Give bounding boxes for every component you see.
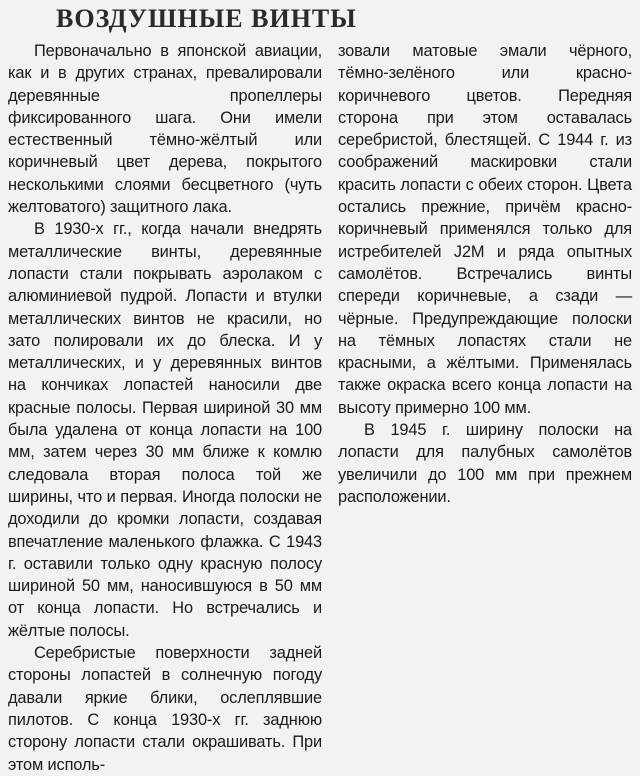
paragraph-continued: зовали матовые эмали чёрного, тёмно-зелёного или красно-коричневого цветов. Передняя сторона при этом оставалась серебристой, блестящей. С 1944 г. из соображений маскировки стали красить лопасти с обеих сторон. Цвета остались прежние, причём красно-коричневый применялся только для истребителей J2M и ряда опытных самолётов. Встречались винты спереди коричневые, а сзади — чёрные. Предупреждающие полоски на тёмных лопастях стали не красными, а жёлтыми. Применялась также окраска всего конца лопасти на высоту примерно 100 мм. (338, 42, 632, 417)
left-column (8, 40, 322, 776)
paragraph: В 1930-х гг., когда начали внедрять металлические винты, деревянные лопасти стали покрывать аэролаком с алюминиевой пудрой. Лопасти и втулки металлических винтов не красили, но зато полировали их до блеска. И у металлических, и у деревянных винтов на кончиках лопастей наносили две красные полосы. Первая шириной 30 мм была удалена от конца лопасти на 100 мм, затем через 30 мм ближе к комлю следовала вторая полоса той же ширины, что и первая. Иногда полоски не доходили до кромки лопасти, создавая впечатление маленького флажка. С 1943 г. оставили только одну красную полосу шириной 50 мм, наносившуюся в 50 мм от конца лопасти. Но встречались и жёлтые полосы. (8, 220, 322, 640)
right-column (338, 40, 632, 508)
paragraph: В 1945 г. ширину полоски на лопасти для палубных самолётов увеличили до 100 мм при прежнем расположении. (338, 421, 632, 506)
paragraph: Серебристые поверхности задней стороны лопастей в солнечную погоду давали яркие блики, ослеплявшие пилотов. С конца 1930-х гг. заднюю сторону лопасти стали окрашивать. При этом исполь- (8, 644, 322, 774)
paragraph: Первоначально в японской авиации, как и в других странах, превалировали деревянные пропеллеры фиксированного шага. Они имели естественный тёмно-жёлтый или коричневый цвет дерева, покрытого несколькими слоями бесцветного (чуть желтоватого) защитного лака. (8, 42, 322, 217)
article-title: ВОЗДУШНЫЕ ВИНТЫ (56, 4, 357, 33)
